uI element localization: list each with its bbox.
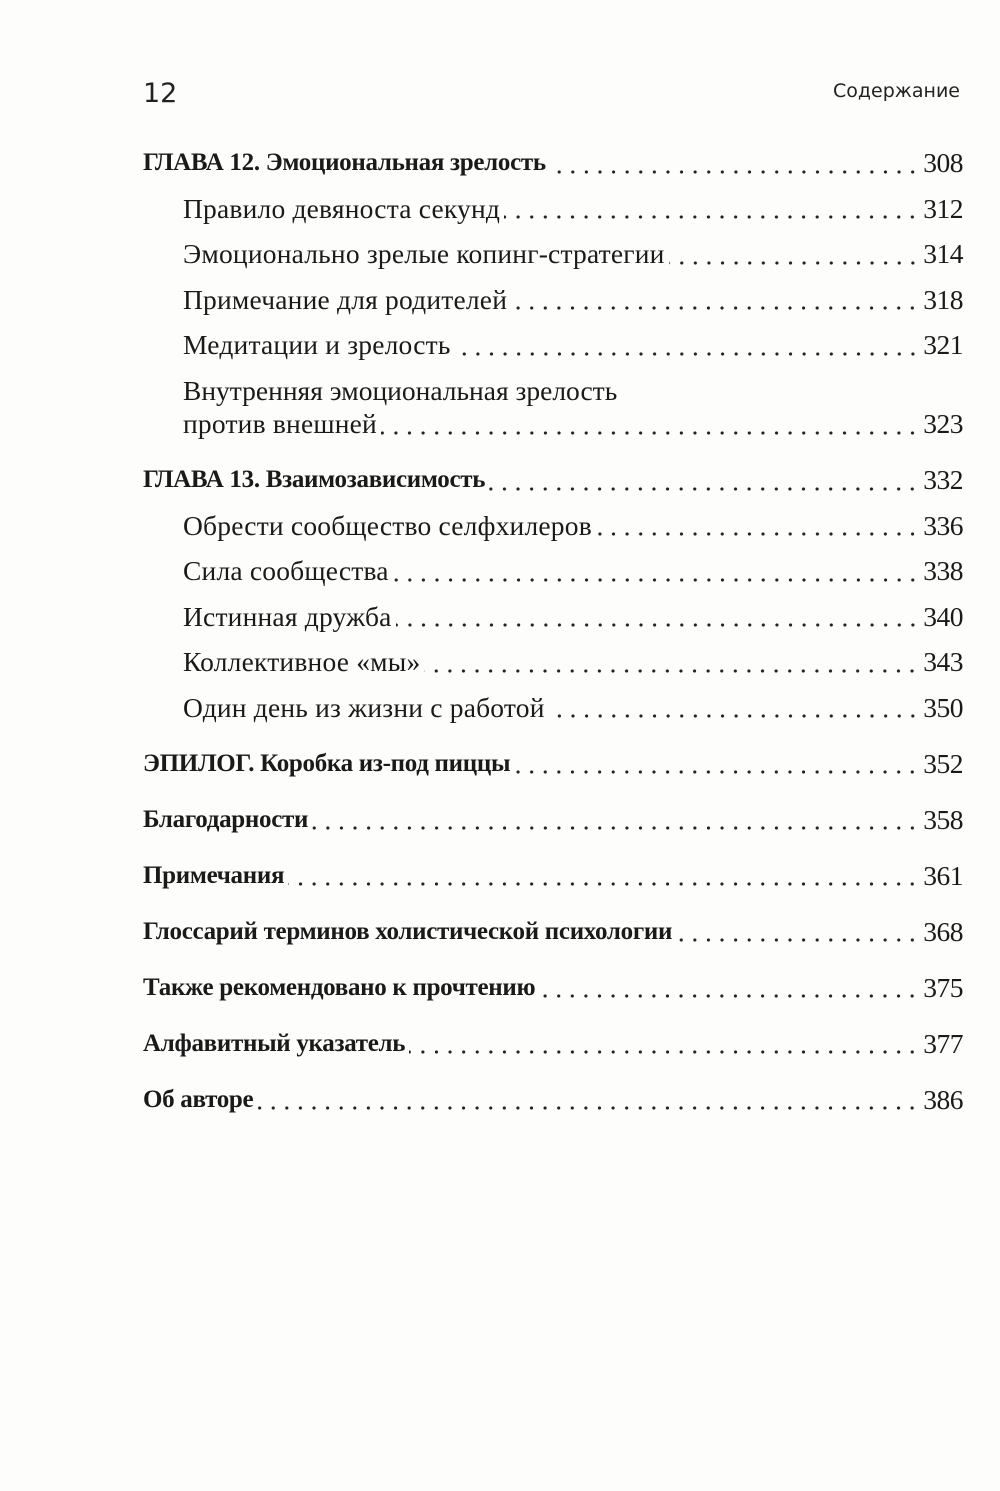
toc-entry[interactable] (143, 685, 963, 731)
dot-leader (455, 351, 920, 357)
toc-entry[interactable] (143, 548, 963, 594)
toc-entry[interactable] (143, 965, 963, 1011)
toc-entry-page: 321 (923, 329, 963, 360)
toc-entry-title: Эмоционально зрелые копинг-стратегии (183, 238, 665, 269)
toc-entry-page: 318 (923, 283, 963, 315)
toc-entry-title: Медитации и зрелость (183, 329, 451, 360)
toc-entry[interactable] (143, 186, 963, 232)
dot-leader (669, 260, 920, 266)
toc-entry-title: Глоссарий терминов холистической психологии (143, 917, 673, 945)
dot-leader (312, 825, 919, 831)
toc-entry[interactable] (143, 1021, 963, 1067)
toc-entry[interactable] (143, 853, 963, 899)
toc-entry-title: Правило девяноста секунд (183, 192, 501, 224)
toc-entry-title: Внутренняя эмоциональная зрелость (183, 374, 618, 406)
dot-leader (596, 531, 919, 537)
toc-entry-title: Также рекомендовано к прочтению (143, 973, 536, 1001)
toc-entry-page: 323 (923, 408, 963, 439)
toc-entry-page: 340 (923, 600, 963, 632)
dot-leader (409, 1049, 919, 1055)
toc-entry[interactable] (143, 457, 963, 503)
toc-entry-page: 308 (923, 147, 963, 178)
dot-leader (381, 430, 919, 436)
toc-entry-page: 386 (923, 1083, 963, 1115)
dot-leader (257, 1105, 919, 1111)
toc-entry[interactable] (143, 741, 963, 787)
dot-leader (550, 169, 919, 175)
table-of-contents (143, 140, 963, 1122)
dot-leader (396, 622, 920, 628)
toc-entry-title: Об авторе (143, 1085, 254, 1113)
toc-entry[interactable] (143, 277, 963, 323)
toc-entry-title: Алфавитный указатель (143, 1029, 406, 1057)
toc-entry-title: Сила сообщества (183, 555, 389, 586)
toc-entry-title: ЭПИЛОГ. Коробка из-под пиццы (143, 749, 511, 777)
toc-entry[interactable] (143, 639, 963, 685)
toc-entry-title: Примечания (143, 861, 285, 889)
dot-leader (288, 881, 919, 887)
running-head: Содержание (833, 80, 960, 102)
toc-entry[interactable] (143, 594, 963, 640)
toc-entry-title: Истинная дружба (183, 600, 392, 632)
toc-entry[interactable] (143, 322, 963, 368)
page-number: 12 (143, 78, 178, 109)
toc-entry[interactable] (143, 140, 963, 186)
dot-leader (393, 577, 920, 583)
toc-entry[interactable] (143, 909, 963, 955)
dot-leader (511, 305, 919, 311)
dot-leader (424, 668, 919, 674)
dot-leader (489, 486, 919, 492)
dot-leader (504, 214, 919, 220)
toc-entry[interactable] (143, 797, 963, 843)
toc-entry-title: ГЛАВА 12. Эмоциональная зрелость (143, 149, 546, 176)
toc-entry[interactable] (143, 231, 963, 277)
dot-leader (539, 993, 919, 999)
toc-entry-page: 361 (923, 859, 963, 891)
toc-entry-page: 314 (923, 238, 963, 269)
toc-entry[interactable] (143, 1077, 963, 1123)
toc-entry-page: 377 (923, 1027, 963, 1059)
toc-entry-title: Обрести сообщество селфхилеров (183, 509, 592, 541)
toc-entry-page: 343 (923, 646, 963, 677)
dot-leader (676, 937, 919, 943)
toc-entry[interactable] (143, 503, 963, 549)
toc-entry-page: 375 (923, 971, 963, 1003)
toc-entry-page: 358 (923, 803, 963, 835)
dot-leader (514, 769, 919, 775)
toc-entry-page: 352 (923, 747, 963, 779)
toc-entry-title: Примечание для родителей (183, 283, 508, 315)
toc-entry-page: 312 (923, 192, 963, 224)
toc-entry-title: Благодарности (143, 805, 309, 833)
toc-entry-page: 338 (923, 555, 963, 586)
toc-entry-page: 336 (923, 509, 963, 541)
toc-entry-page: 332 (923, 464, 963, 495)
toc-entry-title: Один день из жизни с работой (183, 691, 545, 723)
toc-entry-page: 350 (923, 691, 963, 723)
toc-entry-title: против внешней (183, 408, 377, 439)
dot-leader (549, 713, 920, 719)
toc-entry-title: Коллективное «мы» (183, 646, 421, 677)
toc-entry-title: ГЛАВА 13. Взаимозависимость (143, 466, 486, 493)
toc-entry-page: 368 (923, 915, 963, 947)
